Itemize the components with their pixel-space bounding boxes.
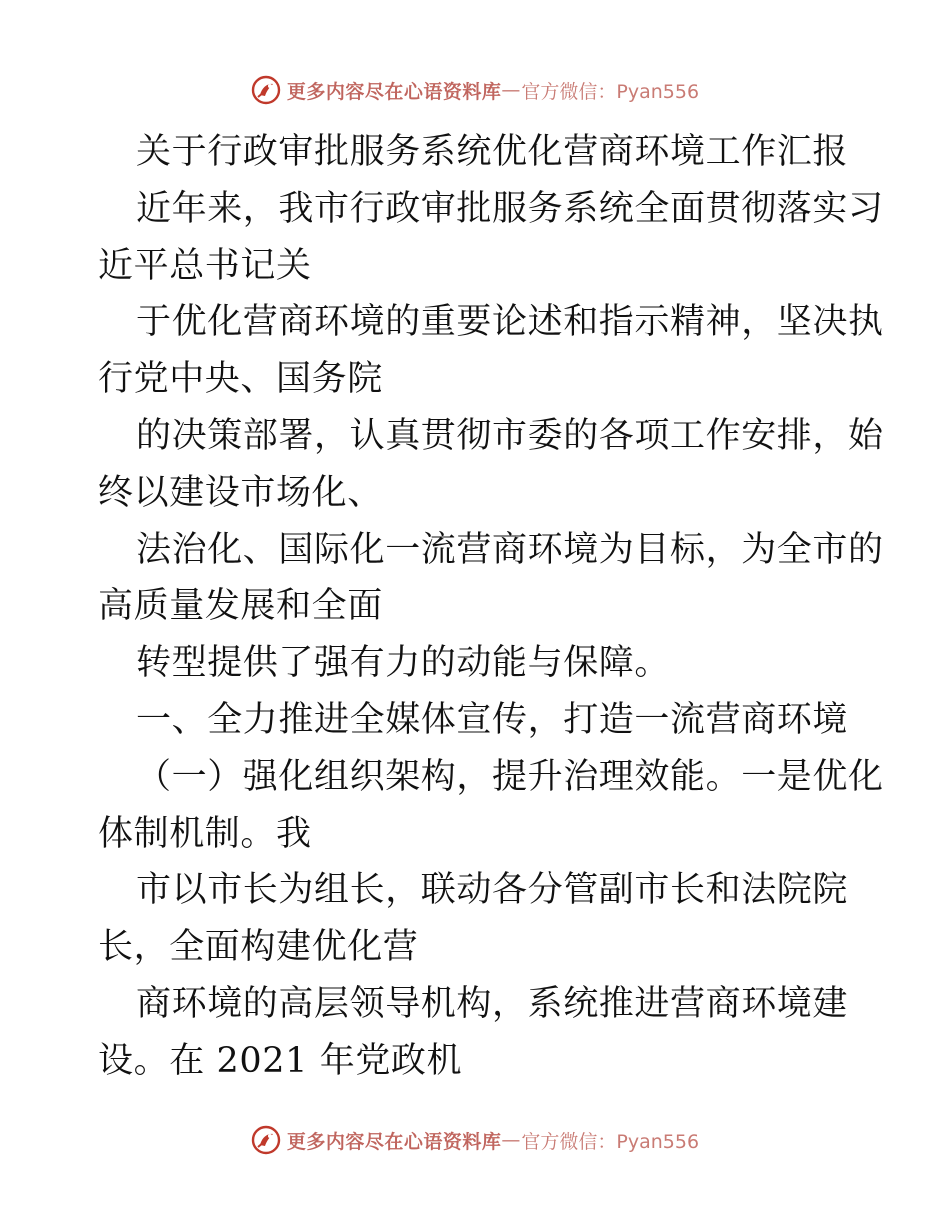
footer-watermark xyxy=(0,1120,950,1160)
red-flower-logo-icon xyxy=(251,75,281,105)
document-line: 近平总书记关 xyxy=(98,245,312,286)
document-line: 商环境的高层领导机构，系统推进营商环境建 xyxy=(136,983,849,1024)
watermark-main-text: 更多内容尽在心语资料库 xyxy=(286,1130,502,1153)
document-line: 体制机制。我 xyxy=(98,813,312,854)
watermark-separator: — xyxy=(501,79,522,101)
document-line: 终以建设市场化、 xyxy=(98,472,383,513)
watermark-contact-text: 官方微信：Pyan556 xyxy=(521,80,700,103)
watermark-separator: — xyxy=(501,1129,522,1151)
header-watermark xyxy=(0,70,950,110)
document-line: 一、全力推进全媒体宣传，打造一流营商环境 xyxy=(136,699,849,740)
document-line: 的决策部署，认真贯彻市委的各项工作安排，始 xyxy=(136,415,884,456)
document-line: 法治化、国际化一流营商环境为目标，为全市的 xyxy=(136,529,884,570)
document-line: （一）强化组织架构，提升治理效能。一是优化 xyxy=(136,756,884,797)
document-line: 市以市长为组长，联动各分管副市长和法院院 xyxy=(136,870,849,911)
document-line: 设。在 2021 年党政机 xyxy=(98,1040,463,1081)
document-line: 近年来，我市行政审批服务系统全面贯彻落实习 xyxy=(136,188,884,229)
watermark-contact-text: 官方微信：Pyan556 xyxy=(521,1130,700,1153)
document-line: 高质量发展和全面 xyxy=(98,586,383,627)
document-line: 行党中央、国务院 xyxy=(98,359,383,400)
document-line: 关于行政审批服务系统优化营商环境工作汇报 xyxy=(136,132,849,172)
document-line: 长，全面构建优化营 xyxy=(98,927,419,968)
document-line: 转型提供了强有力的动能与保障。 xyxy=(136,643,671,684)
document-line: 于优化营商环境的重要论述和指示精神，坚决执 xyxy=(136,302,884,343)
document-body xyxy=(98,124,884,1090)
watermark-main-text: 更多内容尽在心语资料库 xyxy=(286,80,502,103)
red-flower-logo-icon xyxy=(251,1125,281,1155)
